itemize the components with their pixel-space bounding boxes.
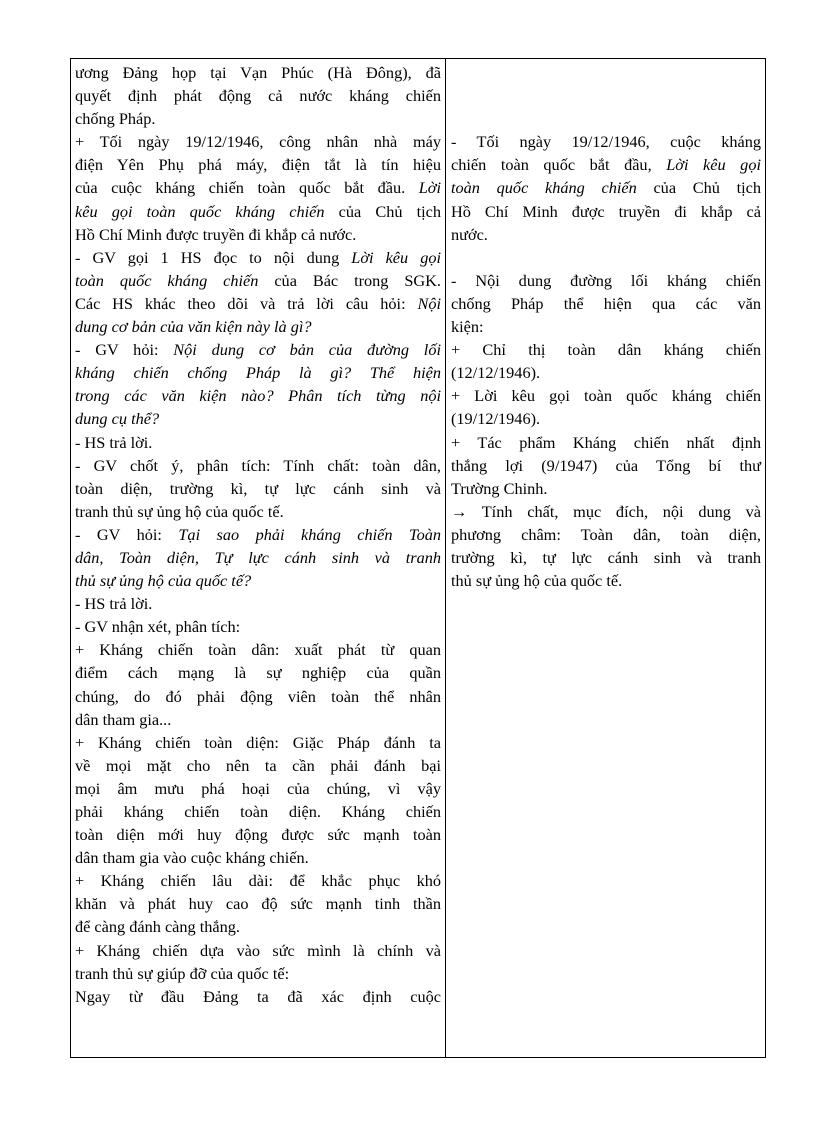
text-line [451,153,761,176]
paragraph-gap [451,107,761,130]
text-line [75,985,441,1008]
column-divider [445,59,446,1057]
paragraph [451,500,761,592]
text-run: + Lời kêu gọi toàn quốc kháng chiến [451,386,761,406]
paragraph [451,338,761,384]
text-line [75,269,441,292]
italic-text: Nội [417,293,441,313]
text-line [75,731,441,754]
text-run: tranh thủ sự giúp đỡ của quốc tế: [75,963,290,983]
text-run: - Nội dung đường lối kháng chiến [451,270,761,290]
text-line [75,892,441,915]
italic-text: toàn quốc kháng chiến [451,178,637,198]
text-run: trường kì, tự lực cánh sinh và tranh [451,547,761,567]
text-line [451,200,761,223]
text-line [451,454,761,477]
italic-text: Lời kêu gọi [351,247,442,267]
italic-text: dân, Toàn diện, Tự lực cánh sinh và tranh [75,547,441,567]
text-line [75,869,441,892]
text-line [75,407,441,430]
text-run: quyết định phát động cả nước kháng chiến [75,86,441,106]
text-run: - HS trả lời. [75,432,153,452]
text-line [451,223,761,246]
paragraph [75,523,441,592]
text-line [75,384,441,407]
text-line [75,523,441,546]
text-run: + Kháng chiến toàn dân: xuất phát từ quan [75,640,441,660]
text-line [75,431,441,454]
text-line [451,569,761,592]
text-run: điện Yên Phụ phá máy, điện tắt là tín hiệu [75,155,441,175]
text-line [75,962,441,985]
paragraph [75,615,441,638]
text-line [451,361,761,384]
italic-text: trong các văn kiện nào? Phân tích từng nội [75,386,441,406]
text-run: + Tác phẩm Kháng chiến nhất định [451,432,761,452]
text-line [75,176,441,199]
text-line [75,315,441,338]
text-run: (19/12/1946). [451,409,541,429]
paragraph [75,431,441,454]
italic-text: Tại sao phải kháng chiến Toàn [178,524,441,544]
paragraph-gap [451,84,761,107]
text-line [75,915,441,938]
content-summary-column [451,59,761,592]
text-line [451,431,761,454]
text-line [451,546,761,569]
text-line [75,708,441,731]
text-line [75,338,441,361]
text-run: của cuộc kháng chiến toàn quốc bắt đầu. [75,178,419,198]
text-line [75,661,441,684]
text-run: dân tham gia... [75,709,172,729]
text-run: - GV gọi 1 HS đọc to nội dung [75,247,352,267]
text-run: thủ sự ủng hộ của quốc tế. [451,571,623,591]
text-line [75,592,441,615]
text-run: + Kháng chiến lâu dài: để khắc phục khó [75,871,441,891]
text-run: kiện: [451,317,484,337]
paragraph [451,384,761,430]
text-run: chống Pháp. [75,109,156,129]
text-run: (12/12/1946). [451,363,541,383]
text-line [75,685,441,708]
text-line [75,823,441,846]
text-line [75,292,441,315]
text-run: Các HS khác theo dõi và trả lời câu hỏi: [75,293,418,313]
text-line [75,477,441,500]
text-line [75,246,441,269]
paragraph [75,869,441,938]
italic-text: kêu gọi toàn quốc kháng chiến [75,201,325,221]
text-run: → Tính chất, mục đích, nội dung và [451,501,761,521]
text-line [75,939,441,962]
text-run: - GV hỏi: [75,340,174,360]
italic-text: Nội dung cơ bản của đường lối [173,340,441,360]
paragraph [451,431,761,500]
text-line [451,269,761,292]
text-line [451,176,761,199]
paragraph [75,454,441,523]
text-line [75,107,441,130]
text-run: - GV hỏi: [75,524,179,544]
teacher-activity-column [75,59,441,1008]
text-line [75,223,441,246]
text-line [75,754,441,777]
paragraph [75,130,441,245]
text-line [451,407,761,430]
text-run: - GV chốt ý, phân tích: Tính chất: toàn dân, [75,455,441,475]
text-line [75,500,441,523]
text-run: phương châm: Toàn dân, toàn diện, [451,524,761,544]
paragraph [75,638,441,730]
paragraph [451,269,761,338]
italic-text: thủ sự ủng hộ của quốc tế? [75,571,252,591]
paragraph-gap [451,246,761,269]
paragraph [75,61,441,130]
paragraph [75,731,441,870]
text-line [451,315,761,338]
text-run: - GV nhận xét, phân tích: [75,617,241,637]
text-run: + Kháng chiến dựa vào sức mình là chính và [75,940,441,960]
text-run: Hồ Chí Minh được truyền đi khắp cả [451,201,761,221]
text-run: chúng, do đó phải động viên toàn thể nhân [75,686,441,706]
italic-text: Lời [418,178,441,198]
text-run: + Chỉ thị toàn dân kháng chiến [451,340,761,360]
text-line [451,500,761,523]
text-run: toàn diện, trường kì, tự lực cánh sinh và [75,478,441,498]
text-line [451,477,761,500]
text-run: để càng đánh càng thắng. [75,917,241,937]
text-run: khăn và phát huy cao độ sức mạnh tinh thần [75,894,441,914]
text-line [451,523,761,546]
text-run: điểm cách mạng là sự nghiệp của quần [75,663,441,683]
italic-text: Lời kêu gọi [666,155,761,175]
text-line [75,638,441,661]
paragraph [75,246,441,338]
text-run: của Chủ tịch [636,178,761,198]
text-run: của Bác trong SGK. [258,270,441,290]
text-run: - Tối ngày 19/12/1946, cuộc kháng [451,132,761,152]
text-run: toàn diện mới huy động được sức mạnh toàn [75,825,441,845]
text-run: - HS trả lời. [75,594,153,614]
text-run: nước. [451,224,488,244]
text-line [75,546,441,569]
paragraph [75,592,441,615]
text-run: + Kháng chiến toàn diện: Giặc Pháp đánh ta [75,732,441,752]
text-line [75,361,441,384]
text-line [75,153,441,176]
text-run: tranh thủ sự ủng hộ của quốc tế. [75,501,284,521]
text-run: phải kháng chiến toàn diện. Kháng chiến [75,802,441,821]
paragraph [75,939,441,985]
italic-text: kháng chiến chống Pháp là gì? Thể hiện [75,363,441,383]
text-run: Ngay từ đầu Đảng ta đã xác định cuộc [75,986,441,1006]
text-line [451,338,761,361]
paragraph-gap [451,61,761,84]
text-line [75,800,441,823]
lesson-table [70,58,766,1058]
text-line [75,130,441,153]
text-line [75,846,441,869]
text-line [75,84,441,107]
paragraph [75,985,441,1008]
text-line [451,384,761,407]
text-line [75,777,441,800]
text-run: Trường Chinh. [451,478,548,498]
text-line [451,130,761,153]
italic-text: dung cụ thể? [75,409,160,429]
text-line [75,61,441,84]
text-line [451,292,761,315]
paragraph [451,130,761,245]
text-run: chiến toàn quốc bắt đầu, [451,155,667,175]
text-run: + Tối ngày 19/12/1946, công nhân nhà máy [75,132,441,152]
text-line [75,615,441,638]
text-run: ương Đảng họp tại Vạn Phúc (Hà Đông), đã [75,63,441,82]
text-line [75,200,441,223]
text-run: dân tham gia vào cuộc kháng chiến. [75,848,309,868]
text-run: thắng lợi (9/1947) của Tổng bí thư [451,455,761,475]
text-run: chống Pháp thể hiện qua các văn [451,293,761,313]
text-run: của Chủ tịch [324,201,441,221]
text-line [75,454,441,477]
paragraph [75,338,441,430]
italic-text: toàn quốc kháng chiến [75,270,259,290]
italic-text: dung cơ bản của văn kiện này là gì? [75,317,312,337]
text-line [75,569,441,592]
text-run: về mọi mặt cho nên ta cần phải đánh bại [75,755,441,775]
text-run: Hồ Chí Minh được truyền đi khắp cả nước. [75,224,357,244]
text-run: mọi âm mưu phá hoại của chúng, vì vậy [75,778,441,798]
